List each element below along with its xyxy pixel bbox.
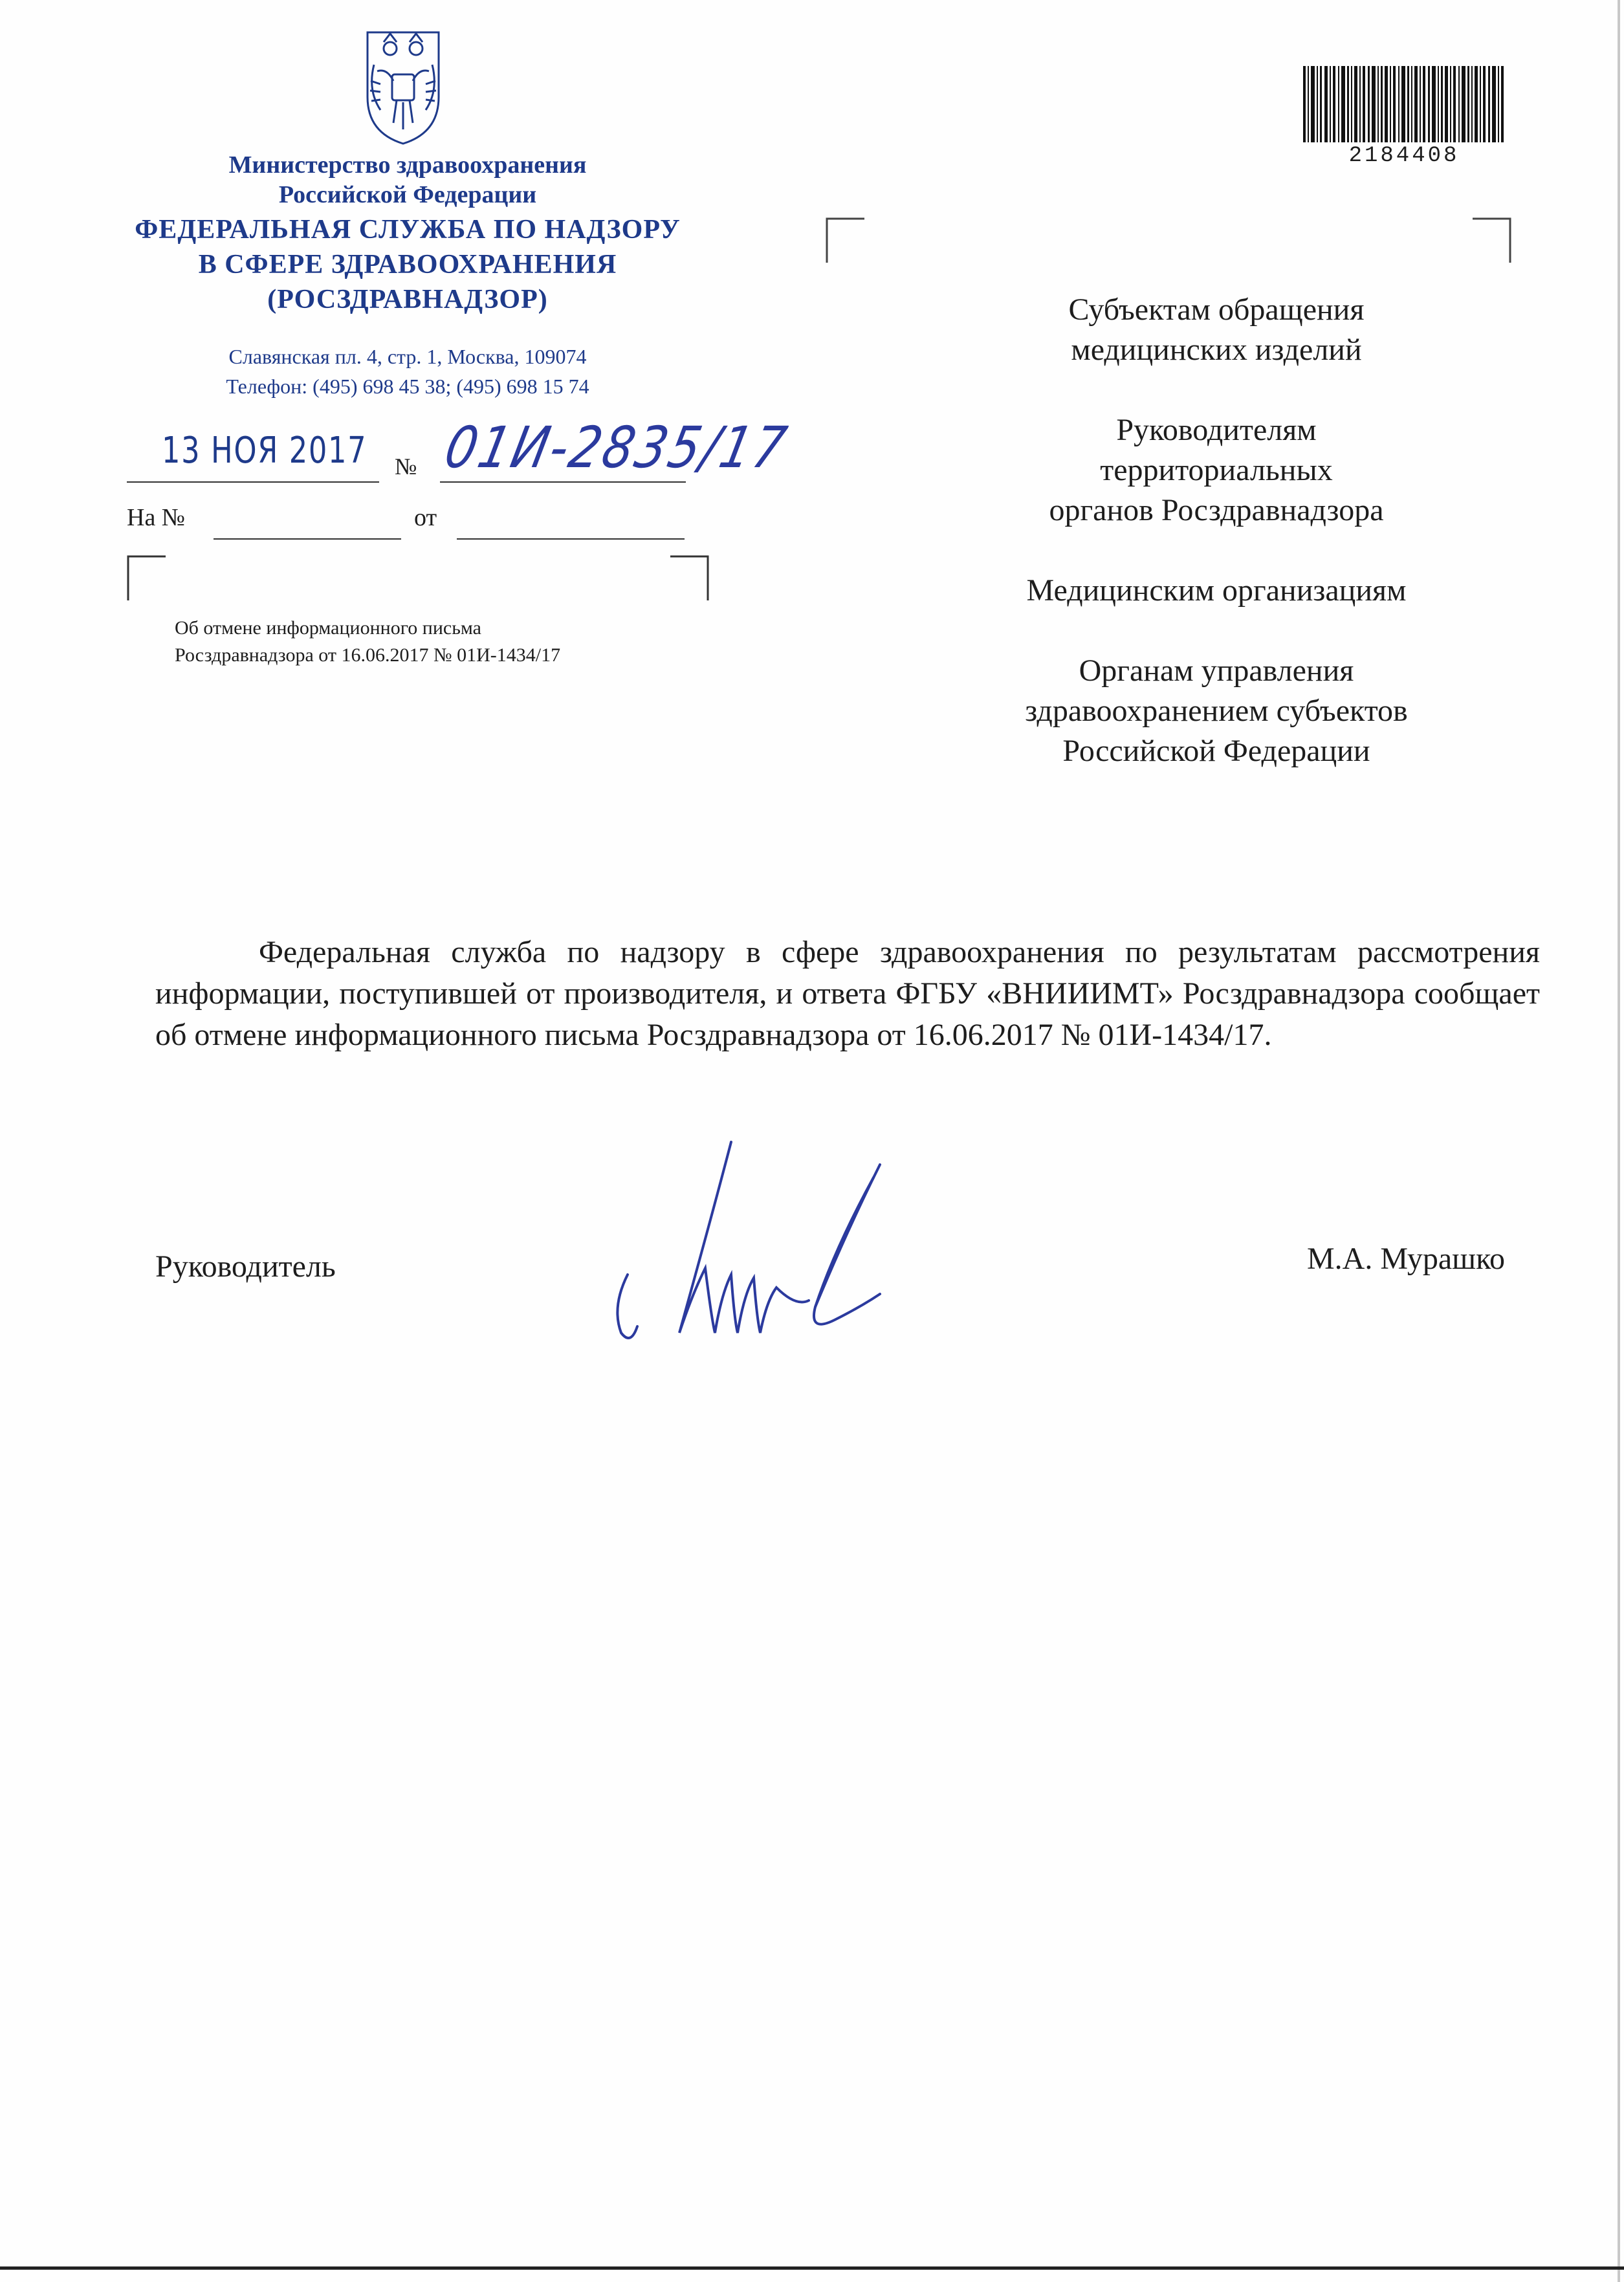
reply-to-label: На № [127, 504, 186, 531]
registration-number: 01И-2835/17 [439, 414, 795, 481]
coat-of-arms-icon [355, 19, 452, 149]
recipient: Субъектам обращения медицинских изделий [1068, 292, 1365, 367]
recipient-corner-marks [826, 217, 1511, 269]
subject-corner-marks [127, 555, 709, 607]
handwritten-signature [602, 1139, 893, 1372]
recipient: Органам управления здравоохранением субъектов Российской Федерации [1025, 653, 1408, 768]
service-name: ФЕДЕРАЛЬНАЯ СЛУЖБА ПО НАДЗОРУ В СФЕРЕ ЗДРАВООХРАНЕНИЯ (РОСЗДРАВНАДЗОР) [135, 215, 681, 314]
service-address: Славянская пл. 4, стр. 1, Москва, 109074 Телефон: (495) 698 45 38; (495) 698 15 74 [226, 345, 589, 398]
barcode-number: 2184408 [1348, 144, 1460, 168]
recipient: Медицинским организациям [1026, 573, 1407, 608]
letter-subject: Об отмене информационного письма Росздравнадзора от 16.06.2017 № 01И-1434/17 [175, 617, 561, 666]
date-underline [127, 481, 379, 483]
from-underline [457, 538, 685, 540]
number-underline [440, 481, 686, 483]
reply-to-underline [214, 538, 401, 540]
page-bottom-edge [0, 2266, 1624, 2270]
page-edge-shadow [1618, 0, 1620, 2282]
ministry-name: Министерство здравоохранения Российской Федерации [228, 151, 587, 208]
signatory-title: Руководитель [155, 1249, 336, 1284]
recipients-list [893, 290, 1540, 811]
recipient: Руководителям территориальных органов Росздравнадзора [1049, 413, 1384, 527]
from-label: от [414, 504, 437, 531]
number-sign: № [395, 454, 417, 479]
signatory-name: М.А. Мурашко [1307, 1242, 1505, 1276]
date-stamp: 13 НОЯ 2017 [162, 430, 368, 472]
letter-body: Федеральная служба по надзору в сфере здравоохранения по результатам рассмотрения информации, поступившей от производителя, и ответа ФГБУ «ВНИИИМТ» Росздравнадзора сообщает об отмене информационного письма Росздравнадзора от 16.06.2017 № 01И-1434/17. [155, 935, 1540, 1052]
barcode-icon [1300, 65, 1508, 149]
